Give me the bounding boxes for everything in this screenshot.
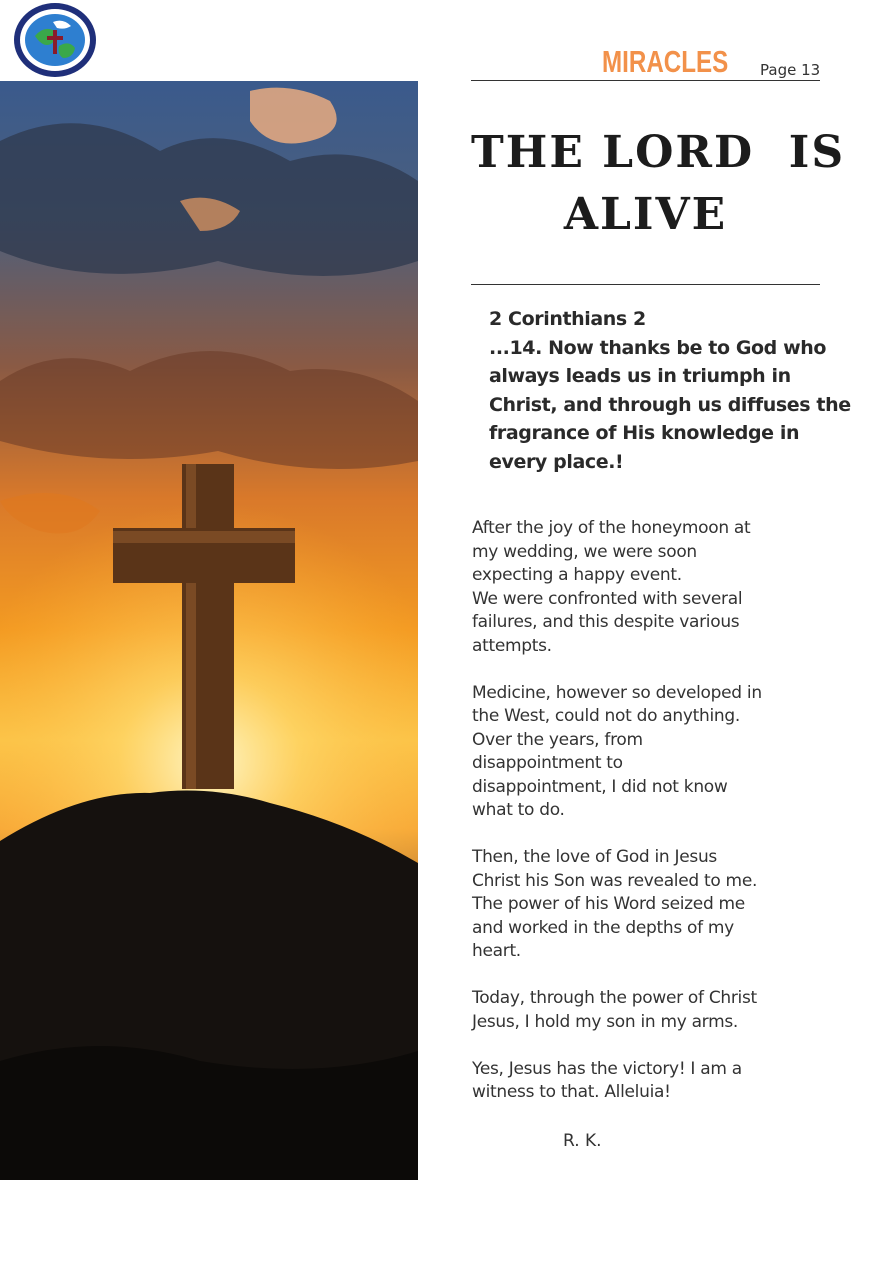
text-line: Jesus, I hold my son in my arms. (472, 1011, 738, 1032)
text-line: Medicine, however so developed in (472, 682, 762, 703)
article-title (471, 122, 846, 246)
verse-line: every place.! (489, 450, 624, 473)
title-line: ALIVE (563, 189, 728, 240)
text-line: Today, through the power of Christ (472, 988, 757, 1008)
section-label: MIRACLES (602, 44, 729, 79)
verse-line: always leads us in triumph in (489, 365, 791, 387)
text-line: the West, could not do anything. (472, 706, 740, 726)
text-line: my wedding, we were soon (472, 541, 697, 562)
title-line: THE LORD IS (471, 127, 846, 178)
text-line: failures, and this despite various (472, 612, 740, 632)
verse-reference: 2 Corinthians 2 (489, 308, 646, 330)
paragraph (472, 682, 872, 823)
verse-line: fragrance of His knowledge in (489, 422, 800, 444)
cross-sunset-photo (0, 81, 418, 1180)
text-line: Yes, Jesus has the victory! I am a (472, 1058, 742, 1079)
text-line: disappointment, I did not know (472, 776, 728, 797)
page-number: Page 13 (760, 61, 821, 79)
verse-line: ...14. Now thanks be to God who (489, 336, 827, 359)
text-line: Then, the love of God in Jesus (472, 847, 717, 867)
text-line: disappointment to (472, 753, 623, 773)
scripture-verse (489, 305, 849, 476)
text-line: Christ his Son was revealed to me. (472, 870, 758, 891)
text-line: The power of his Word seized me (472, 894, 745, 914)
text-line: and worked in the depths of my (472, 917, 734, 938)
paragraph (472, 846, 872, 964)
text-line: attempts. (472, 635, 552, 656)
text-line: what to do. (472, 800, 565, 820)
paragraph (472, 517, 872, 658)
author-signature: R. K. (563, 1131, 602, 1151)
paragraph (472, 1058, 872, 1105)
title-divider (471, 284, 820, 285)
text-line: expecting a happy event. (472, 565, 682, 585)
text-line: witness to that. Alleluia! (472, 1082, 671, 1102)
text-line: heart. (472, 941, 521, 961)
text-line: Over the years, from (472, 729, 643, 750)
paragraph (472, 987, 872, 1034)
ministry-logo-icon (13, 2, 97, 78)
text-line: We were confronted with several (472, 588, 743, 609)
header-rule (471, 80, 820, 81)
text-line: After the joy of the honeymoon at (472, 518, 751, 538)
verse-line: Christ, and through us diffuses the (489, 393, 851, 416)
testimony-body (472, 517, 872, 1128)
